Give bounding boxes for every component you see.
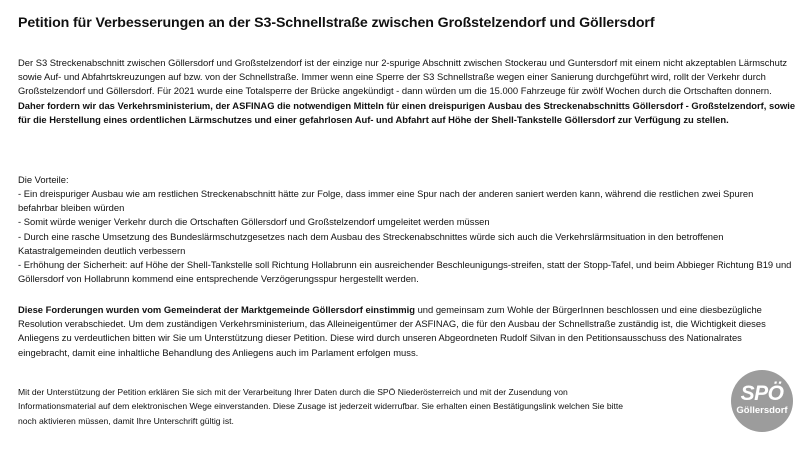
advantages-list: [18, 187, 796, 286]
advantage-item: - Durch eine rasche Umsetzung des Bundeslärmschutzgesetzes nach dem Ausbau des Streckenabschnittes würde sich auch die Verkehrslärmsituation in den betroffenen Katastralgemeinden deutlich verbessern: [18, 230, 724, 256]
intro-section: [18, 56, 796, 127]
resolution-text: und gemeinsam zum Wohle der BürgerInnen beschlossen und eine diesbezügliche Resolution verabschiedet. Um dem zuständigen Verkehrsministerium, das Alleineigentümer der ASFINAG, die für den Ausbau der Schnellstraße zuständig ist, die Wichtigkeit dieses Anliegens zu verdeutlichen bitten wir Sie um Unterstützung dieser Petition. Diese wird durch unseren Abgeordneten Rudolf Silvan in den Petitionsausschuss des Nationalrates eingebracht, damit eine inhaltliche Behandlung des Anliegens auch im Parlament erfolgen muss.: [18, 304, 766, 358]
consent-notice: Mit der Unterstützung der Petition erklären Sie sich mit der Verarbeitung Ihrer Daten durch die SPÖ Niederösterreich und mit der Zusendung von Informationsmaterial auf dem elektronischen Wege einverstanden. Diese Zusage ist jederzeit widerrufbar. Sie erhalten einen Bestätigungslink welchen Sie bitte noch aktivieren müssen, damit Ihre Unterschrift gültig ist.: [18, 387, 624, 426]
demand-paragraph: Daher fordern wir das Verkehrsministerium, der ASFINAG die notwendigen Mitteln für einen dreispurigen Ausbau des Streckenabschnitts Göllersdorf - Großstelzendorf, sowie für die Herstellung eines ordentlichen Lärmschutzes und einer gefahrlosen Auf- und Abfahrt auf Höhe der Shell-Tankstelle Göllersdorf zur Verfügung zu stellen.: [18, 99, 796, 125]
intro-paragraph: Der S3 Streckenabschnitt zwischen Göllersdorf und Großstelzendorf ist der einzige nur 2-spurige Abschnitt zwischen Stockerau und Guntersdorf mit einem nicht akzeptablen Lärmschutz sowie Auf- und Abfahrtskreuzungen auf bzw. von der Schnellstraße. Immer wenn eine Sperre der S3 Schnellstraße wegen einer Sanierung durchgeführt wird, rollt der Verkehr durch Großstelzendorf und Göllersdorf. Für 2021 wurde eine Totalsperre der Brücke angekündigt - dann würden um die 15.000 Fahrzeuge für zwölf Wochen durch die Ortschaften donnern.: [18, 57, 788, 97]
advantage-item: - Somit würde weniger Verkehr durch die Ortschaften Göllersdorf und Großstelzendorf umgeleitet werden müssen: [18, 216, 490, 228]
advantage-item: - Erhöhung der Sicherheit: auf Höhe der Shell-Tankstelle soll Richtung Hollabrunn ein ausreichender Beschleunigungs-streifen, statt der Stopp-Tafel, und beim Abbieger Richtung B19 und Göllersdorf von Hollabrunn kommend eine entsprechende Verzögerungsspur hergestellt werden.: [18, 259, 792, 285]
page-title: Petition für Verbesserungen an der S3-Schnellstraße zwischen Großstelzendorf und Göllersdorf: [18, 15, 655, 31]
spo-logo: [731, 370, 793, 432]
advantage-item: - Ein dreispuriger Ausbau wie am restlichen Streckenabschnitt hätte zur Folge, dass immer eine Spur nach der anderen saniert werden kann, während die restlichen zwei Spuren befahrbar bleiben würden: [18, 188, 754, 214]
logo-party-name: SPÖ: [740, 382, 784, 405]
resolution-bold-text: Diese Forderungen wurden vom Gemeinderat der Marktgemeinde Göllersdorf einstimmig: [18, 304, 415, 315]
advantages-heading: Die Vorteile:: [18, 174, 69, 185]
resolution-paragraph: [18, 303, 796, 360]
logo-town-name: Göllersdorf: [736, 405, 788, 416]
